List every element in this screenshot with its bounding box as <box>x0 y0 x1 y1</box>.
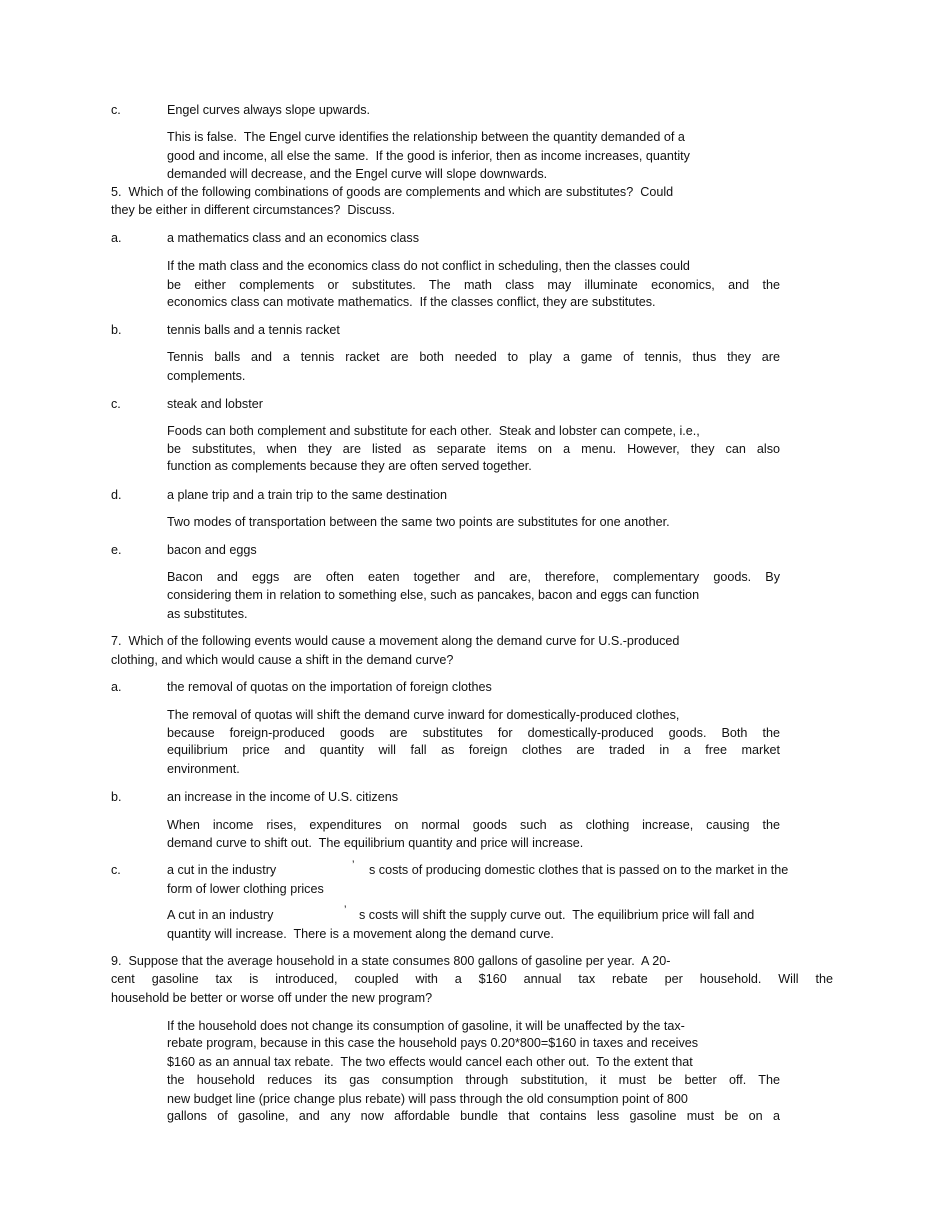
q7a-answer-line-1: The removal of quotas will shift the demand curve inward for domestically-produced clothes, <box>167 708 680 722</box>
q5d-item: a plane trip and a train trip to the same destination <box>167 488 448 502</box>
q9-question-line-1: 9. Suppose that the average household in a state consumes 800 gallons of gasoline per year. A 20- <box>111 954 671 968</box>
q9-answer-line-1: If the household does not change its consumption of gasoline, it will be unaffected by the tax- <box>167 1019 685 1033</box>
q7c-item-part-2: s costs of producing domestic clothes that is passed on to the market in the <box>369 863 789 877</box>
q5e-item: bacon and eggs <box>167 543 257 557</box>
q5-question-line-1: 5. Which of the following combinations of goods are complements and which are substitutes? Could <box>111 185 674 199</box>
q5c-letter: c. <box>111 397 121 411</box>
q4c-answer-line-2: good and income, all else the same. If the good is inferior, then as income increases, quantity <box>167 149 690 163</box>
q4c-letter: c. <box>111 103 121 117</box>
q9-answer-line-2: rebate program, because in this case the household pays 0.20*800=$160 in taxes and receives <box>167 1036 699 1050</box>
q7c-item-line-2: form of lower clothing prices <box>167 882 324 896</box>
q4c-answer-line-1: This is false. The Engel curve identifies the relationship between the quantity demanded of a <box>167 130 685 144</box>
q5b-letter: b. <box>111 323 122 337</box>
q7b-answer-line-1: When income rises, expenditures on normal goods such as clothing increase, causing the <box>167 818 780 832</box>
q7c-letter: c. <box>111 863 121 877</box>
q7b-item: an increase in the income of U.S. citizens <box>167 790 398 804</box>
q7c-answer-part-2: s costs will shift the supply curve out. The equilibrium price will fall and <box>359 908 755 922</box>
q7c-answer-part-1: A cut in an industry <box>167 908 274 922</box>
q5e-answer-line-2: considering them in relation to something else, such as pancakes, bacon and eggs can function <box>167 588 700 602</box>
q4c-item: Engel curves always slope upwards. <box>167 103 371 117</box>
q5d-answer-line-1: Two modes of transportation between the same two points are substitutes for one another. <box>167 515 670 529</box>
q7b-answer-line-2: demand curve to shift out. The equilibrium quantity and price will increase. <box>167 836 584 850</box>
q5a-letter: a. <box>111 231 122 245</box>
q4c-answer-line-3: demanded will decrease, and the Engel curve will slope downwards. <box>167 167 548 181</box>
q5e-answer-line-3: as substitutes. <box>167 607 248 621</box>
q7c-item-apostrophe: ’ <box>352 859 355 871</box>
q5a-answer-line-3: economics class can motivate mathematics. If the classes conflict, they are substitutes. <box>167 295 656 309</box>
q5a-answer-line-2: be either complements or substitutes. The math class may illuminate economics, and the <box>167 278 780 292</box>
q5c-answer-line-1: Foods can both complement and substitute for each other. Steak and lobster can compete, i.e., <box>167 424 700 438</box>
q5a-answer-line-1: If the math class and the economics class do not conflict in scheduling, then the classes could <box>167 259 690 273</box>
q7a-answer-line-2: because foreign-produced goods are substitutes for domestically-produced goods. Both the <box>167 726 780 740</box>
q5d-letter: d. <box>111 488 122 502</box>
q5e-letter: e. <box>111 543 122 557</box>
q5c-answer-line-3: function as complements because they are often served together. <box>167 459 532 473</box>
q7a-item: the removal of quotas on the importation of foreign clothes <box>167 680 492 694</box>
q5a-item: a mathematics class and an economics class <box>167 231 419 245</box>
q9-answer-line-6: gallons of gasoline, and any now affordable bundle that contains less gasoline must be on a <box>167 1109 780 1123</box>
q9-question-line-3: household be better or worse off under the new program? <box>111 991 433 1005</box>
q5b-item: tennis balls and a tennis racket <box>167 323 340 337</box>
q5c-answer-line-2: be substitutes, when they are listed as separate items on a menu. However, they can also <box>167 442 780 456</box>
q7-question-line-2: clothing, and which would cause a shift in the demand curve? <box>111 653 454 667</box>
q9-answer-line-3: $160 as an annual tax rebate. The two effects would cancel each other out. To the extent that <box>167 1055 693 1069</box>
q5-question-line-2: they be either in different circumstances? Discuss. <box>111 203 395 217</box>
q5e-answer-line-1: Bacon and eggs are often eaten together and are, therefore, complementary goods. By <box>167 570 780 584</box>
q5b-answer-line-2: complements. <box>167 369 246 383</box>
q9-question-line-2: cent gasoline tax is introduced, coupled with a $160 annual tax rebate per household. Will the <box>111 972 833 986</box>
q9-answer-line-5: new budget line (price change plus rebate) will pass through the old consumption point of 800 <box>167 1092 688 1106</box>
q7b-letter: b. <box>111 790 122 804</box>
q7a-answer-line-4: environment. <box>167 762 240 776</box>
q7c-item-part-1: a cut in the industry <box>167 863 277 877</box>
q7a-letter: a. <box>111 680 122 694</box>
q7a-answer-line-3: equilibrium price and quantity will fall as foreign clothes are traded in a free market <box>167 743 780 757</box>
q7c-answer-apostrophe: ’ <box>344 904 347 916</box>
q9-answer-line-4: the household reduces its gas consumption through substitution, it must be better off. The <box>167 1073 780 1087</box>
q7-question-line-1: 7. Which of the following events would cause a movement along the demand curve for U.S.-produced <box>111 634 680 648</box>
q7c-answer-line-2: quantity will increase. There is a movement along the demand curve. <box>167 927 554 941</box>
q5b-answer-line-1: Tennis balls and a tennis racket are both needed to play a game of tennis, thus they are <box>167 350 780 364</box>
q5c-item: steak and lobster <box>167 397 263 411</box>
